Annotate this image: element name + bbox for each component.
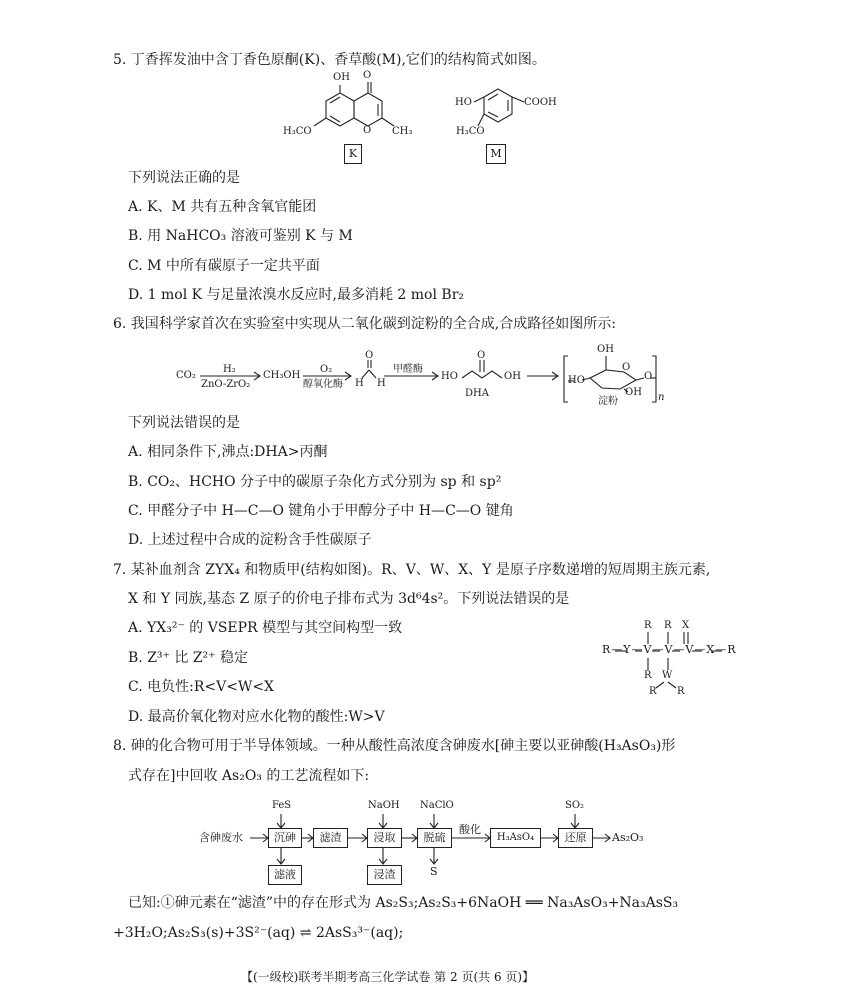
q8-naclo: NaClO (420, 800, 454, 811)
q6-n-subscript: n (658, 392, 665, 403)
m-label-box: M (486, 144, 506, 164)
k-carbonyl-o: O (363, 70, 372, 81)
q8-box-jinzha: 浸渣 (367, 865, 402, 885)
q6-ho: HO (441, 371, 458, 382)
q6-starch-oh-top: OH (597, 344, 614, 355)
q6-h2: H₂ (223, 364, 236, 375)
q6-dha-o: O (477, 350, 486, 361)
m-h3co-label: H₃CO (456, 126, 485, 137)
q6-starch-ho: HO (568, 375, 585, 386)
q8-feed: 含砷废水 (199, 831, 243, 844)
q8-fes: FeS (272, 800, 292, 811)
q6-starch-ring-o: O (622, 362, 631, 373)
q6-h-left: H (355, 378, 364, 389)
q7-struct-r2: R (664, 620, 672, 631)
q6-option-c: C. 甲醛分子中 H—C—O 键角小于甲醇分子中 H—C—O 键角 (128, 503, 514, 519)
q6-stem: 6. 我国科学家首次在实验室中实现从二氧化碳到淀粉的全合成,合成路径如图所示: (113, 316, 616, 332)
q5-option-c: C. M 中所有碳原子一定共平面 (128, 258, 320, 274)
q8-stem-line1: 8. 砷的化合物可用于半导体领域。一种从酸性高浓度含砷废水[砷主要以亚砷酸(H₃AsO₃)形 (113, 738, 676, 754)
q8-stem-line2: 式存在]中回收 As₂O₃ 的工艺流程如下: (128, 768, 370, 784)
q6-dha-label: DHA (465, 388, 489, 399)
k-ring-o: O (363, 125, 372, 136)
q7-stem-line2: X 和 Y 同族,基态 Z 原子的价电子排布式为 3d⁶4s²。下列说法错误的是 (128, 591, 570, 607)
q6-option-a: A. 相同条件下,沸点:DHA>丙酮 (128, 444, 328, 460)
q6-starch-oh-bottom: OH (625, 387, 642, 398)
q8-box-h3aso4: H₃AsO₄ (490, 828, 541, 848)
m-ho-label: HO (455, 97, 472, 108)
k-benzene-ring (326, 93, 354, 126)
q6-h-right: H (377, 378, 386, 389)
q7-struct-r4: R (649, 686, 657, 697)
q7-struct-w: W (662, 670, 673, 681)
q8-box-huanyuan: 还原 (558, 828, 593, 848)
q6-o2: O₂ (320, 364, 333, 375)
q5-option-b: B. 用 NaHCO₃ 溶液可鉴别 K 与 M (128, 228, 353, 244)
q8-so2: SO₂ (565, 800, 585, 811)
q6-oh: OH (504, 371, 521, 382)
k-label-box: K (344, 144, 362, 164)
q7-stem-line1: 7. 某补血剂含 ZYX₄ 和物质甲(结构如图)。R、V、W、X、Y 是原子序数递增的短周期主族元素, (113, 562, 711, 578)
q6-catalyst: ZnO-ZrO₂ (201, 379, 251, 390)
q7-option-c: C. 电负性:R<V<W<X (128, 679, 275, 695)
q8-known-line1: 已知:①砷元素在“滤渣”中的存在形式为 As₂S₃;As₂S₃+6NaOH ══ Na₃AsO₃+Na₃AsS₃ (128, 895, 679, 911)
k-ch3-label: CH₃ (392, 126, 413, 137)
q7-struct-x: X (682, 620, 690, 631)
m-cooh-label: COOH (524, 97, 557, 108)
q6-prompt: 下列说法错误的是 (128, 415, 240, 431)
q6-enzyme2: 甲醛酶 (393, 364, 423, 375)
q6-option-b: B. CO₂、HCHO 分子中的碳原子杂化方式分别为 sp 和 sp² (128, 474, 502, 490)
q6-starch-label: 淀粉 (598, 396, 618, 407)
k-oh-label: OH (333, 72, 350, 83)
q5-option-a: A. K、M 共有五种含氧官能团 (128, 199, 317, 215)
q5-option-d: D. 1 mol K 与足量浓溴水反应时,最多消耗 2 mol Br₂ (128, 287, 465, 303)
q6-co2: CO₂ (176, 370, 196, 381)
q7-option-b: B. Z³⁺ 比 Z²⁺ 稳定 (128, 650, 248, 666)
q7-struct-r1: R (644, 620, 652, 631)
q6-starch-link-o: O (644, 371, 653, 382)
q8-product: As₂O₃ (612, 831, 644, 844)
k-h3co-label: H₃CO (283, 126, 312, 137)
q8-acidify: 酸化 (459, 823, 481, 836)
q6-aldehyde-o: O (365, 350, 374, 361)
q8-box-lvzha: 滤渣 (313, 828, 348, 848)
q8-known-line2: +3H₂O;As₂S₃(s)+3S²⁻(aq) ⇌ 2AsS₃³⁻(aq); (113, 925, 404, 941)
q8-box-jinqu: 浸取 (367, 828, 402, 848)
q6-enzyme1: 醇氧化酶 (303, 379, 343, 390)
q7-option-d: D. 最高价氧化物对应水化物的酸性:W>V (128, 709, 385, 725)
q6-option-d: D. 上述过程中合成的淀粉含手性碳原子 (128, 532, 372, 548)
q8-box-lvye: 滤液 (268, 865, 302, 885)
page-footer: 【(一级校)联考半期考高三化学试卷 第 2 页(共 6 页)】 (241, 970, 535, 984)
q8-box-chensh: 沉砷 (268, 828, 302, 848)
q7-struct-r5: R (677, 686, 685, 697)
q5-prompt: 下列说法正确的是 (128, 170, 240, 186)
q7-struct-r3: R (644, 670, 652, 681)
q8-box-tuoliu: 脱硫 (417, 828, 452, 848)
q5-stem: 5. 丁香挥发油中含丁香色原酮(K)、香草酸(M),它们的结构简式如图。 (113, 52, 546, 68)
q7-structure-row: R—Y—V—V—V—X—R (602, 643, 737, 656)
q8-sulfur: S (430, 865, 438, 878)
q8-naoh: NaOH (368, 800, 400, 811)
q7-option-a: A. YX₃²⁻ 的 VSEPR 模型与其空间构型一致 (128, 620, 403, 636)
q6-ch3oh: CH₃OH (263, 370, 301, 381)
